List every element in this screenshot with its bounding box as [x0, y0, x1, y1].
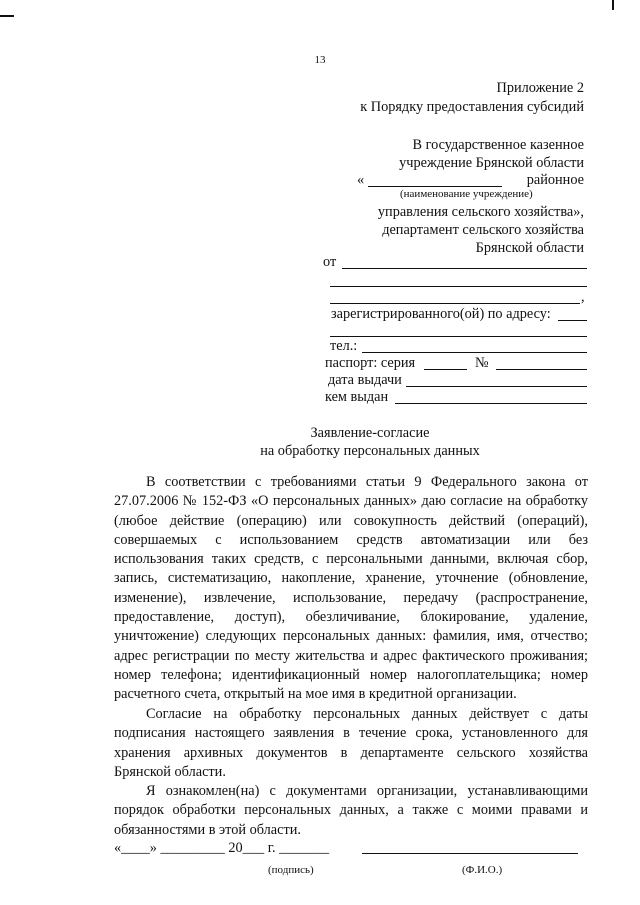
- addressee-line1: В государственное казенное: [412, 137, 584, 153]
- p2-line: подписания настоящего заявления в течение срока, установленного для: [114, 725, 588, 742]
- from-label: от: [323, 254, 337, 270]
- p3-line: порядок обработки персональных данных, а также с моими правами и: [114, 802, 588, 819]
- paragraph-3: [114, 782, 588, 840]
- addressee-line4: управления сельского хозяйства»,: [377, 204, 584, 220]
- addressee-line6: Брянской области: [475, 240, 584, 256]
- registered-label: зарегистрированного(ой) по адресу:: [331, 306, 551, 322]
- paragraph-2: [114, 705, 588, 782]
- signature-date-line: «____» _________ 20___ г. _______: [114, 840, 330, 856]
- document-title-line2: на обработку персональных данных: [260, 443, 480, 459]
- from-line-3: [330, 303, 580, 304]
- p2-line: Согласие на обработку персональных данных действует с даты: [146, 706, 588, 722]
- scan-mark-right: [612, 0, 614, 10]
- paragraph-1: [114, 473, 588, 705]
- fio-label: (Ф.И.О.): [462, 864, 503, 876]
- tel-label: тел.:: [330, 338, 358, 354]
- p2-line: хранения архивных документов в департаменте сельского хозяйства: [114, 744, 588, 761]
- fio-line: [362, 853, 578, 854]
- p1-line: использования таких средств, с персональными данными, включая сбор,: [114, 551, 588, 568]
- passport-series-line: [424, 369, 467, 370]
- institution-name-line: [368, 186, 502, 187]
- p1-line: предоставление, доступ), обезличивание, блокирование, удаление,: [114, 609, 588, 626]
- signature-label: (подпись): [268, 864, 314, 876]
- p2-line: Брянской области.: [114, 763, 226, 780]
- document-title-line1: Заявление-согласие: [310, 425, 430, 441]
- from-comma: ,: [581, 289, 585, 305]
- p1-line: расчетного счета, открытый на мое имя в кредитной организации.: [114, 686, 517, 703]
- p1-line: адрес регистрации по месту жительства и адрес фактического проживания;: [114, 647, 588, 664]
- p3-line: Я ознакомлен(на) с документами организации, устанавливающими: [146, 783, 588, 799]
- p3-line: обязанностями в этой области.: [114, 821, 301, 838]
- p1-line: запись, систематизацию, накопление, хранение, уточнение (обновление,: [114, 570, 588, 587]
- p1-line: изменение), извлечение, использование, передачу (распространение,: [114, 589, 588, 606]
- issue-date-label: дата выдачи: [328, 372, 402, 388]
- addressee-line3-end: районное: [526, 172, 584, 188]
- from-line-2: [330, 286, 587, 287]
- p1-line: номер телефона; идентификационный номер налогоплательщика; номер: [114, 666, 588, 683]
- passport-number-label: №: [475, 355, 489, 371]
- passport-label: паспорт: серия: [325, 355, 416, 371]
- issued-by-label: кем выдан: [325, 389, 389, 405]
- addressee-quote: «: [357, 172, 365, 188]
- from-line-1: [342, 268, 587, 269]
- issued-by-line: [395, 403, 587, 404]
- p1-line: 27.07.2006 № 152-ФЗ «О персональных данных» даю согласие на обработку: [114, 493, 588, 510]
- appendix-line2: к Порядку предоставления субсидий: [360, 99, 584, 115]
- page-number: 13: [314, 54, 326, 66]
- p1-line: В соответствии с требованиями статьи 9 Федерального закона от: [146, 474, 588, 490]
- addressee-note: (наименование учреждение): [400, 188, 533, 200]
- p1-line: уничтожение) следующих персональных данных: фамилия, имя, отчество;: [114, 628, 588, 645]
- addressee-line5: департамент сельского хозяйства: [382, 222, 584, 238]
- p1-line: совершаемых с использованием средств автоматизации или без: [114, 531, 588, 548]
- registered-line-short: [558, 320, 587, 321]
- registered-line-2: [330, 336, 587, 337]
- p1-line: (любое действие (операцию) или совокупность действий (операций),: [114, 512, 588, 529]
- addressee-line2: учреждение Брянской области: [399, 155, 584, 171]
- appendix-line1: Приложение 2: [496, 80, 584, 96]
- scan-mark-left: [0, 15, 14, 17]
- issue-date-line: [406, 386, 587, 387]
- passport-number-line: [496, 369, 587, 370]
- tel-line: [362, 352, 587, 353]
